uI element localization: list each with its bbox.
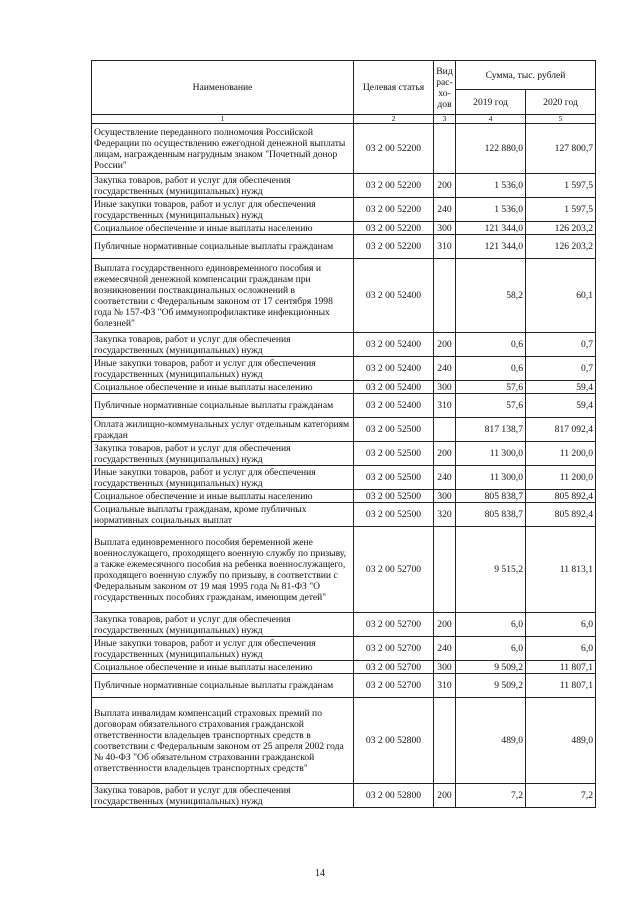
table-row — [92, 661, 596, 674]
table-row — [92, 259, 596, 333]
table-row — [92, 235, 596, 259]
row-name: Закупка товаров, работ и услуг для обеспечения государственных (муниципальных) нужд — [92, 613, 354, 637]
table-row — [92, 784, 596, 808]
row-sum-2019: 9 515,2 — [456, 527, 526, 613]
row-name: Публичные нормативные социальные выплаты гражданам — [92, 394, 354, 418]
row-vid: 310 — [434, 394, 456, 418]
table-body — [92, 124, 596, 808]
row-name: Закупка товаров, работ и услуг для обеспечения государственных (муниципальных) нужд — [92, 442, 354, 466]
header-vid-line: рас- — [436, 76, 453, 88]
row-sum-2019: 11 300,0 — [456, 466, 526, 490]
budget-table — [91, 60, 596, 808]
row-sum-2020: 59,4 — [526, 394, 596, 418]
row-vid: 200 — [434, 784, 456, 808]
row-sum-2020: 127 800,7 — [526, 124, 596, 174]
table-row — [92, 490, 596, 503]
row-name: Социальное обеспечение и иные выплаты населению — [92, 490, 354, 503]
row-vid: 300 — [434, 222, 456, 235]
row-sum-2019: 58,2 — [456, 259, 526, 333]
header-vid-line: хо- — [438, 87, 451, 99]
row-vid: 300 — [434, 490, 456, 503]
row-sum-2019: 805 838,7 — [456, 503, 526, 527]
header-vid-line: дов — [437, 98, 452, 110]
row-name: Публичные нормативные социальные выплаты гражданам — [92, 235, 354, 259]
row-sum-2019: 9 509,2 — [456, 674, 526, 698]
row-target-article: 03 2 00 52500 — [354, 503, 434, 527]
table-row — [92, 637, 596, 661]
row-vid: 320 — [434, 503, 456, 527]
header-vid — [434, 61, 456, 115]
header-name: Наименование — [92, 61, 354, 115]
row-sum-2019: 7,2 — [456, 784, 526, 808]
row-sum-2019: 1 536,0 — [456, 198, 526, 222]
row-target-article: 03 2 00 52400 — [354, 381, 434, 394]
table-row — [92, 222, 596, 235]
row-vid — [434, 124, 456, 174]
row-sum-2020: 126 203,2 — [526, 235, 596, 259]
row-name: Закупка товаров, работ и услуг для обеспечения государственных (муниципальных) нужд — [92, 333, 354, 357]
row-target-article: 03 2 00 52400 — [354, 357, 434, 381]
row-vid — [434, 698, 456, 784]
row-target-article: 03 2 00 52700 — [354, 613, 434, 637]
row-name: Выплата государственного единовременного пособия и ежемесячной денежной компенсации гражданам при возникновении поствакцинальных осложнений в соответствии с Федеральным законом от 17 сентября 1998 года № 157-ФЗ "Об иммунопрофилактике инфекционных болезней" — [92, 259, 354, 333]
row-sum-2019: 57,6 — [456, 381, 526, 394]
row-target-article: 03 2 00 52200 — [354, 124, 434, 174]
column-number: 1 — [92, 115, 354, 124]
row-sum-2019: 121 344,0 — [456, 235, 526, 259]
row-sum-2020: 817 092,4 — [526, 418, 596, 442]
row-sum-2020: 7,2 — [526, 784, 596, 808]
row-vid — [434, 259, 456, 333]
row-target-article: 03 2 00 52400 — [354, 394, 434, 418]
row-sum-2020: 6,0 — [526, 613, 596, 637]
column-number: 2 — [354, 115, 434, 124]
row-sum-2020: 126 203,2 — [526, 222, 596, 235]
header-vid-line: Вид — [436, 65, 453, 77]
table-row — [92, 613, 596, 637]
header-sum: Сумма, тыс. рублей — [456, 61, 596, 90]
table-row — [92, 124, 596, 174]
row-sum-2019: 11 300,0 — [456, 442, 526, 466]
row-target-article: 03 2 00 52500 — [354, 466, 434, 490]
row-sum-2019: 0,6 — [456, 333, 526, 357]
row-sum-2020: 489,0 — [526, 698, 596, 784]
row-target-article: 03 2 00 52500 — [354, 490, 434, 503]
row-vid: 240 — [434, 637, 456, 661]
table-row — [92, 698, 596, 784]
row-target-article: 03 2 00 52400 — [354, 259, 434, 333]
row-target-article: 03 2 00 52400 — [354, 333, 434, 357]
row-sum-2019: 9 509,2 — [456, 661, 526, 674]
row-target-article: 03 2 00 52200 — [354, 235, 434, 259]
column-number: 5 — [526, 115, 596, 124]
row-sum-2019: 817 138,7 — [456, 418, 526, 442]
row-sum-2020: 11 813,1 — [526, 527, 596, 613]
row-sum-2019: 489,0 — [456, 698, 526, 784]
row-sum-2020: 0,7 — [526, 357, 596, 381]
row-sum-2019: 0,6 — [456, 357, 526, 381]
table-row — [92, 357, 596, 381]
row-sum-2019: 1 536,0 — [456, 174, 526, 198]
column-number: 4 — [456, 115, 526, 124]
row-target-article: 03 2 00 52700 — [354, 527, 434, 613]
row-name: Социальное обеспечение и иные выплаты населению — [92, 222, 354, 235]
row-sum-2020: 0,7 — [526, 333, 596, 357]
row-name: Осуществление переданного полномочия Российской Федерации по осуществлению ежегодной денежной выплаты лицам, награжденным нагрудным знаком "Почетный донор России" — [92, 124, 354, 174]
row-vid: 200 — [434, 613, 456, 637]
row-target-article: 03 2 00 52200 — [354, 198, 434, 222]
row-target-article: 03 2 00 52500 — [354, 418, 434, 442]
row-target-article: 03 2 00 52700 — [354, 661, 434, 674]
row-sum-2020: 805 892,4 — [526, 490, 596, 503]
row-sum-2020: 6,0 — [526, 637, 596, 661]
row-name: Социальные выплаты гражданам, кроме публичных нормативных социальных выплат — [92, 503, 354, 527]
row-vid: 310 — [434, 235, 456, 259]
row-name: Закупка товаров, работ и услуг для обеспечения государственных (муниципальных) нужд — [92, 784, 354, 808]
row-sum-2019: 805 838,7 — [456, 490, 526, 503]
row-name: Иные закупки товаров, работ и услуг для обеспечения государственных (муниципальных) нужд — [92, 637, 354, 661]
row-target-article: 03 2 00 52200 — [354, 222, 434, 235]
table-row — [92, 674, 596, 698]
row-sum-2019: 57,6 — [456, 394, 526, 418]
row-vid: 200 — [434, 333, 456, 357]
table-row — [92, 174, 596, 198]
row-sum-2020: 1 597,5 — [526, 198, 596, 222]
row-vid: 300 — [434, 661, 456, 674]
row-target-article: 03 2 00 52700 — [354, 637, 434, 661]
row-name: Иные закупки товаров, работ и услуг для обеспечения государственных (муниципальных) нужд — [92, 357, 354, 381]
row-name: Закупка товаров, работ и услуг для обеспечения государственных (муниципальных) нужд — [92, 174, 354, 198]
row-vid — [434, 418, 456, 442]
row-sum-2020: 11 807,1 — [526, 661, 596, 674]
row-sum-2019: 6,0 — [456, 637, 526, 661]
column-number: 3 — [434, 115, 456, 124]
table-row — [92, 198, 596, 222]
row-name: Социальное обеспечение и иные выплаты населению — [92, 381, 354, 394]
row-target-article: 03 2 00 52200 — [354, 174, 434, 198]
row-name: Выплата инвалидам компенсаций страховых премий по договорам обязательного страхования гражданской ответственности владельцев транспортных средств в соответствии с Федеральным законом от 25 апреля 2002 года № 40-ФЗ "Об обязательном страховании гражданской ответственности владельцев транспортных средств" — [92, 698, 354, 784]
row-target-article: 03 2 00 52700 — [354, 674, 434, 698]
row-name: Иные закупки товаров, работ и услуг для обеспечения государственных (муниципальных) нужд — [92, 466, 354, 490]
row-name: Выплата единовременного пособия беременной жене военнослужащего, проходящего военную службу по призыву, а также ежемесячного пособия на ребенка военнослужащего, проходящего военную службу по призыву, в соответствии с Федеральным законом от 19 мая 1995 года № 81-ФЗ "О государственных пособиях гражданам, имеющим детей" — [92, 527, 354, 613]
row-sum-2020: 805 892,4 — [526, 503, 596, 527]
row-sum-2020: 11 807,1 — [526, 674, 596, 698]
row-vid: 240 — [434, 198, 456, 222]
row-vid: 200 — [434, 442, 456, 466]
row-sum-2020: 59,4 — [526, 381, 596, 394]
row-target-article: 03 2 00 52500 — [354, 442, 434, 466]
row-sum-2020: 1 597,5 — [526, 174, 596, 198]
row-name: Оплата жилищно-коммунальных услуг отдельным категориям граждан — [92, 418, 354, 442]
row-sum-2019: 122 880,0 — [456, 124, 526, 174]
row-target-article: 03 2 00 52800 — [354, 698, 434, 784]
row-sum-2019: 121 344,0 — [456, 222, 526, 235]
table-row — [92, 466, 596, 490]
table-row — [92, 333, 596, 357]
row-vid: 300 — [434, 381, 456, 394]
table-row — [92, 418, 596, 442]
table-row — [92, 527, 596, 613]
row-vid: 240 — [434, 466, 456, 490]
table-row — [92, 503, 596, 527]
header-target-article: Целевая статья — [354, 61, 434, 115]
row-name: Социальное обеспечение и иные выплаты населению — [92, 661, 354, 674]
row-sum-2020: 11 200,0 — [526, 466, 596, 490]
table-row — [92, 381, 596, 394]
row-vid: 240 — [434, 357, 456, 381]
table-header — [92, 61, 596, 124]
row-vid: 310 — [434, 674, 456, 698]
table-row — [92, 442, 596, 466]
row-sum-2019: 6,0 — [456, 613, 526, 637]
row-name: Иные закупки товаров, работ и услуг для обеспечения государственных (муниципальных) нужд — [92, 198, 354, 222]
row-vid: 200 — [434, 174, 456, 198]
row-target-article: 03 2 00 52800 — [354, 784, 434, 808]
header-year-2020: 2020 год — [526, 90, 596, 115]
header-year-2019: 2019 год — [456, 90, 526, 115]
row-sum-2020: 60,1 — [526, 259, 596, 333]
table-row — [92, 394, 596, 418]
page-number: 14 — [315, 868, 325, 879]
row-vid — [434, 527, 456, 613]
row-sum-2020: 11 200,0 — [526, 442, 596, 466]
row-name: Публичные нормативные социальные выплаты гражданам — [92, 674, 354, 698]
